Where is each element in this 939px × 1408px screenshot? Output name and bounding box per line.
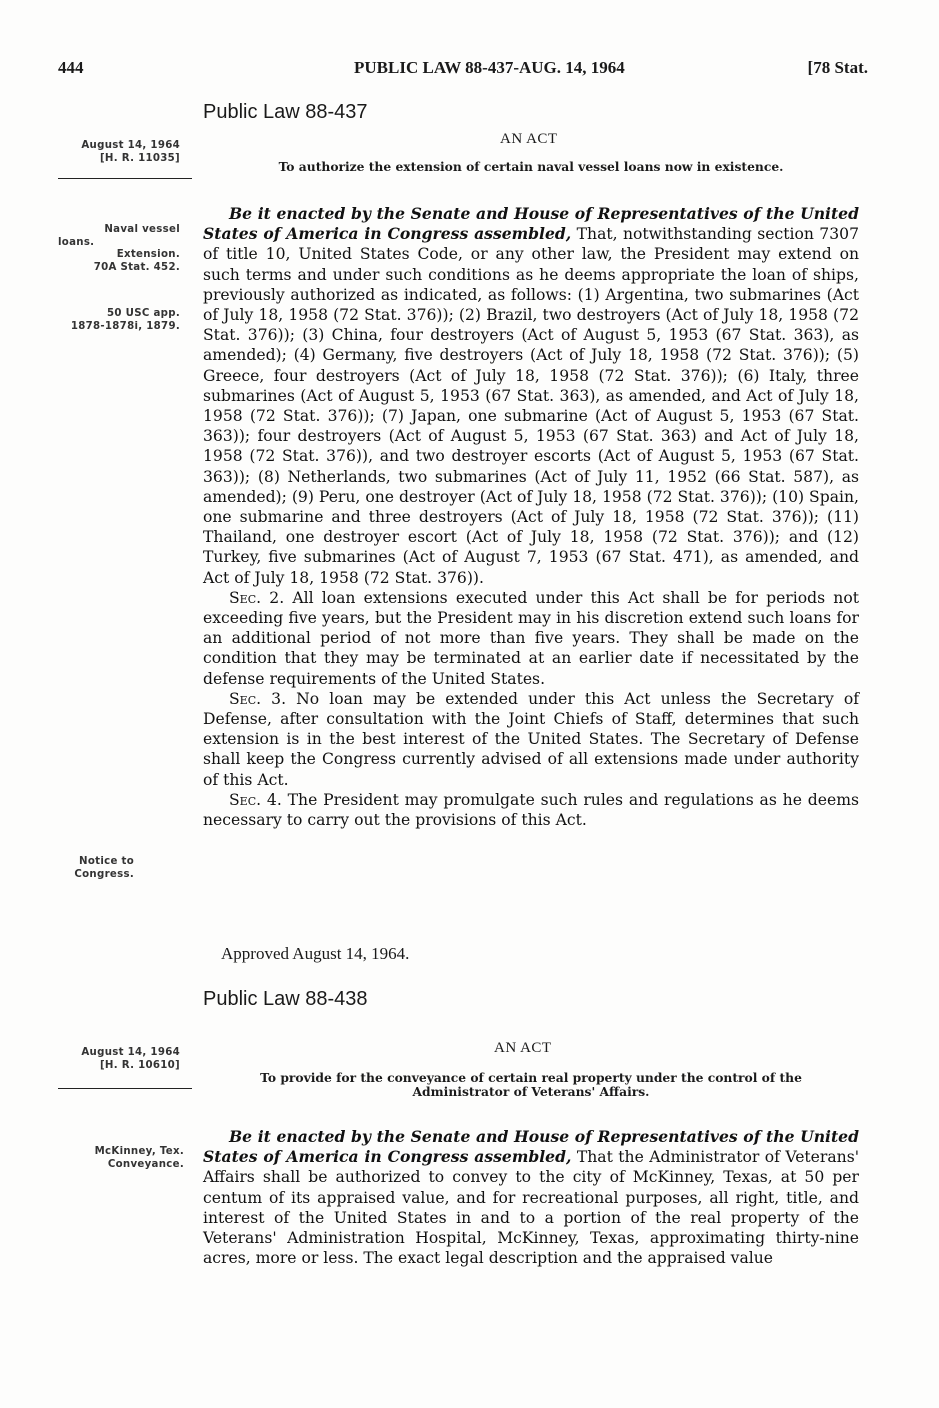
an-act-title: AN ACT (500, 131, 558, 147)
margin-bill-number: [H. R. 11035] (99, 152, 180, 164)
section-3-label: Sec. 3. (229, 689, 287, 708)
an-act-title: AN ACT (494, 1040, 552, 1056)
margin-date-text: August 14, 1964 (81, 140, 180, 151)
law2-body (203, 1127, 859, 1268)
act-purpose (205, 1071, 857, 1099)
margin-note-line: Extension. (116, 249, 180, 260)
margin-note-line: Congress. (74, 868, 134, 880)
margin-note-line: 1878-1878i, 1879. (70, 320, 180, 332)
act-purpose-line: Administrator of Veterans' Affairs. (412, 1084, 650, 1099)
section-2-label: Sec. 2. (229, 588, 285, 607)
enacting-clause: Be it enacted by the Senate and House of Representatives of the United States of America in Congress assembled, (203, 204, 859, 244)
section-1-text: That the Administrator of Veterans' Affairs shall be authorized to convey to the city of McKinney, Texas, at 50 per centum of its appraised value, and for recreational purposes, all right, title, and interest of the United States in and to a portion of the real property of the Veterans' Administration Hospital, McKinney, Texas, approximating thirty-nine acres, more or less. The exact legal description and the appraised value (203, 1148, 859, 1268)
law1-body (203, 204, 859, 830)
margin-note-naval-loans (58, 224, 180, 274)
margin-note-line: Conveyance. (107, 1158, 184, 1170)
margin-note-mckinney (62, 1146, 184, 1171)
act-purpose-line: To provide for the conveyance of certain real property under the control of the (260, 1070, 802, 1085)
running-header (58, 58, 868, 84)
margin-note-notice (58, 856, 134, 881)
section-2-text: All loan extensions executed under this Act shall be for periods not exceeding five years, but the President may in his discretion extend such loans for an additional period of not more than five years. They shall be made on the condition that they may be terminated at an earlier date if necessitated by the defense requirements of the United States. (203, 588, 859, 688)
margin-note-line: Notice to (79, 856, 134, 867)
page-number: 444 (58, 58, 84, 77)
margin-date-text: August 14, 1964 (81, 1047, 180, 1058)
section-3-text: No loan may be extended under this Act unless the Secretary of Defense, after consultation with the Joint Chiefs of Staff, determines that such extension is in the best interest of the United States. The Secretary of Defense shall keep the Congress currently advised of all extensions made under authority of this Act. (203, 689, 859, 789)
section-3 (203, 689, 859, 790)
margin-rule (58, 1088, 192, 1089)
law-heading: Public Law 88-437 (203, 101, 368, 123)
margin-note-line: loans. (58, 236, 95, 248)
margin-note-line: 50 USC app. (107, 308, 180, 319)
approval-date: Approved August 14, 1964. (221, 944, 410, 963)
running-title: PUBLIC LAW 88-437-AUG. 14, 1964 (354, 58, 625, 77)
margin-rule (58, 178, 192, 179)
section-2 (203, 588, 859, 689)
margin-note-usc (50, 308, 180, 333)
margin-bill-number: [H. R. 10610] (99, 1059, 180, 1071)
statute-reference: [78 Stat. (807, 58, 868, 77)
enacting-clause: Be it enacted by the Senate and House of Representatives of the United States of America in Congress assembled, (203, 1127, 859, 1167)
margin-note-line: Naval vessel (104, 224, 180, 235)
margin-date (62, 1047, 180, 1072)
law-heading: Public Law 88-438 (203, 988, 368, 1010)
margin-date (62, 140, 180, 165)
margin-note-line: 70A Stat. 452. (93, 261, 180, 273)
section-4-label: Sec. 4. (229, 790, 282, 809)
section-1 (203, 1127, 859, 1268)
section-1-text: That, notwithstanding section 7307 of title 10, United States Code, or any other law, the President may extend on such terms and under such conditions as he deems appropriate the loan of ships, previously authorized as indicated, as follows: (1) Argentina, two submarines (Act of July 18, 1958 (72 Stat. 376)); (2) Brazil, two destroyers (Act of July 18, 1958 (72 Stat. 376)); (3) China, four destroyers (Act of August 5, 1953 (67 Stat. 363), as amended); (4) Germany, five destroyers (Act of July 18, 1958 (72 Stat. 376)); (5) Greece, four destroyers (Act of July 18, 1958 (72 Stat. 376)); (6) Italy, three submarines (Act of August 5, 1953 (67 Stat. 363), as amended, and Act of July 18, 1958 (72 Stat. 376)); (7) Japan, one submarine (Act of August 5, 1953 (67 Stat. 363)); four destroyers (Act of August 5, 1953 (67 Stat. 363) and Act of July 18, 1958 (72 Stat. 376)), and two destroyer escorts (Act of August 5, 1953 (67 Stat. 363)); (8) Netherlands, two submarines (Act of July 11, 1952 (66 Stat. 587), as amended); (9) Peru, one destroyer (Act of July 18, 1958 (72 Stat. 376)); (10) Spain, one submarine and three destroyers (Act of July 18, 1958 (72 Stat. 376)); (11) Thailand, one destroyer escort (Act of July 18, 1958 (72 Stat. 376)); and (12) Turkey, five submarines (Act of August 7, 1953 (67 Stat. 471), as amended, and Act of July 18, 1958 (72 Stat. 376)). (203, 225, 859, 587)
section-1 (203, 204, 859, 588)
section-4-text: The President may promulgate such rules and regulations as he deems necessary to carry out the provisions of this Act. (203, 790, 860, 830)
act-purpose: To authorize the extension of certain naval vessel loans now in existence. (278, 159, 784, 174)
section-4 (203, 790, 859, 830)
margin-note-line: McKinney, Tex. (94, 1146, 184, 1157)
